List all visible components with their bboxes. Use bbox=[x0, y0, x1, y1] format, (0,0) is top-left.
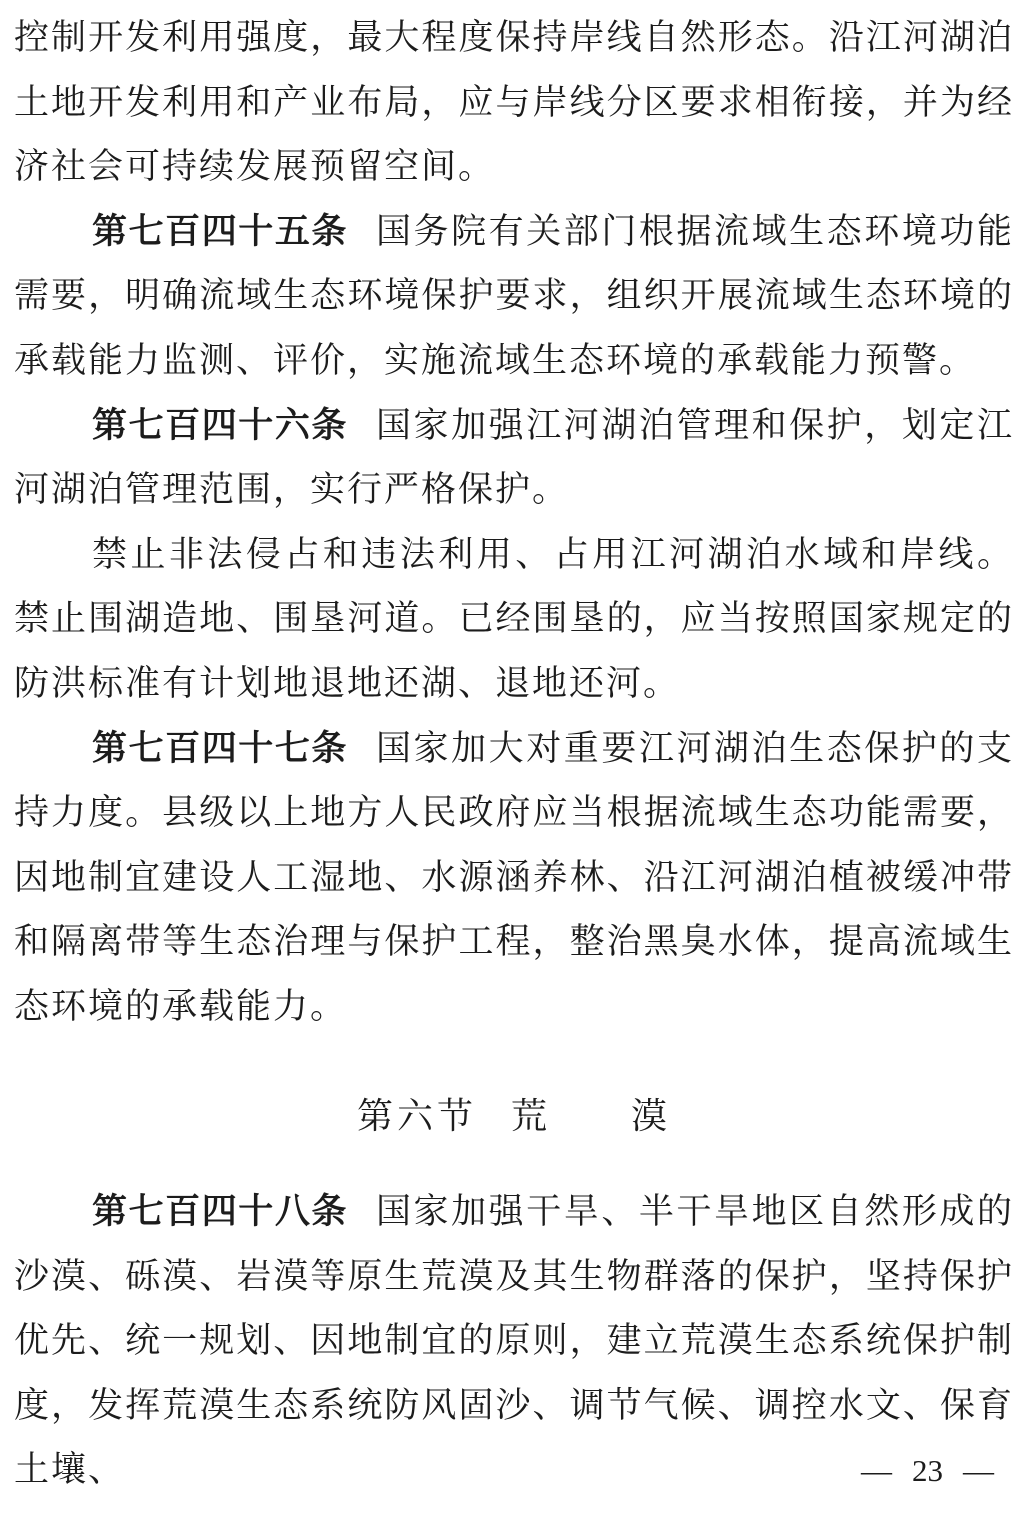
section-heading bbox=[14, 1084, 1014, 1149]
article-text: 国家加强干旱、半干旱地区自然形成的沙漠、砾漠、岩漠等原生荒漠及其生物群落的保护，坚持保护优先、统一规划、因地制宜的原则，建立荒漠生态系统保护制度，发挥荒漠生态系统防风固沙、调节气候、调控水文、保育土壤、 bbox=[14, 1192, 1014, 1490]
article-text: 国家加大对重要江河湖泊生态保护的支持力度。县级以上地方人民政府应当根据流域生态功能需要，因地制宜建设人工湿地、水源涵养林、沿江河湖泊植被缓冲带和隔离带等生态治理与保护工程，整治黑臭水体，提高流域生态环境的承载能力。 bbox=[14, 728, 1014, 1026]
article-747 bbox=[14, 717, 1014, 1040]
paragraph-continuation bbox=[14, 6, 1014, 200]
article-text: 国务院有关部门根据流域生态环境功能需要，明确流域生态环境保护要求，组织开展流域生态环境的承载能力监测、评价，实施流域生态环境的承载能力预警。 bbox=[14, 211, 1014, 380]
paragraph-text: 禁止非法侵占和违法利用、占用江河湖泊水域和岸线。禁止围湖造地、围垦河道。已经围垦的，应当按照国家规定的防洪标准有计划地退地还湖、退地还河。 bbox=[14, 534, 1014, 703]
paragraph-text: 控制开发利用强度，最大程度保持岸线自然形态。沿江河湖泊土地开发利用和产业布局，应与岸线分区要求相衔接，并为经济社会可持续发展预留空间。 bbox=[14, 18, 1014, 187]
article-745 bbox=[14, 200, 1014, 394]
paragraph-prohibition bbox=[14, 523, 1014, 717]
article-number-label: 第七百四十六条 bbox=[92, 405, 348, 445]
page-number: 23 bbox=[912, 1453, 943, 1488]
article-746 bbox=[14, 394, 1014, 523]
article-number-label: 第七百四十七条 bbox=[92, 728, 348, 768]
article-text: 国家加强江河湖泊管理和保护，划定江河湖泊管理范围，实行严格保护。 bbox=[14, 405, 1014, 510]
article-number-label: 第七百四十五条 bbox=[92, 211, 348, 251]
section-title: 荒 漠 bbox=[511, 1095, 672, 1136]
article-number-label: 第七百四十八条 bbox=[92, 1192, 348, 1232]
page-footer bbox=[861, 1453, 994, 1489]
footer-left-dash: — bbox=[861, 1453, 892, 1488]
footer-right-dash: — bbox=[963, 1453, 994, 1488]
section-number: 第六节 bbox=[356, 1095, 477, 1136]
